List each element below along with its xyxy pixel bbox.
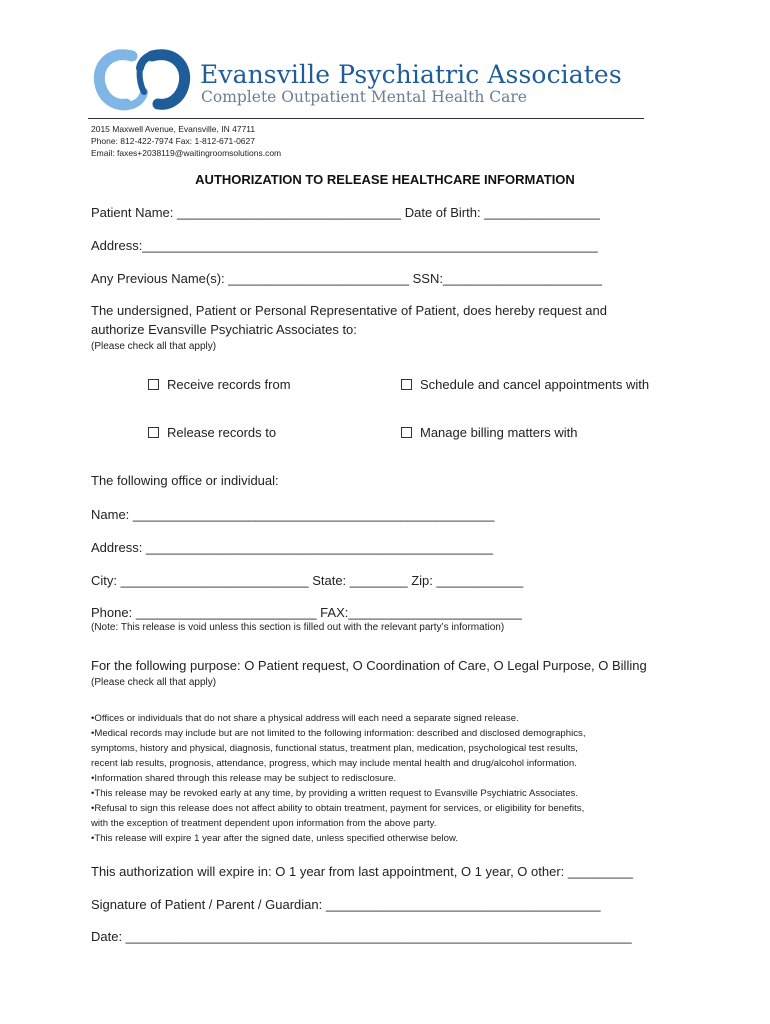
date-field[interactable]: Date: ______________________________________________________________________	[91, 929, 632, 944]
request-note: (Please check all that apply)	[91, 341, 217, 352]
header-email: Email: faxes+2038119@waitingroomsolutions.com	[91, 148, 282, 158]
terms-item: •Information shared through this release may be subject to redisclosure.	[91, 773, 397, 784]
checkbox-icon[interactable]	[148, 427, 159, 438]
option-label: Schedule and cancel appointments with	[420, 377, 650, 392]
header-address: 2015 Maxwell Avenue, Evansville, IN 47711	[91, 124, 256, 134]
signature-field[interactable]: Signature of Patient / Parent / Guardian: ______________________________________	[91, 897, 601, 912]
request-text-line1: The undersigned, Patient or Personal Representative of Patient, does hereby request and	[91, 303, 607, 318]
terms-item: •Refusal to sign this release does not affect ability to obtain treatment, payment for services, or eligibility for benefits,	[91, 803, 585, 814]
recipient-address-field[interactable]: Address: ________________________________________________	[91, 540, 493, 555]
request-text-line2: authorize Evansville Psychiatric Associates to:	[91, 322, 357, 337]
checkbox-icon[interactable]	[401, 379, 412, 390]
terms-item: •This release may be revoked early at any time, by providing a written request to Evansville Psychiatric Associates.	[91, 788, 578, 799]
option-schedule-appointments[interactable]	[401, 377, 649, 392]
option-label: Release records to	[167, 425, 277, 440]
terms-item: with the exception of treatment dependent upon information from the above party.	[91, 818, 437, 829]
option-label: Manage billing matters with	[420, 425, 578, 440]
organization-name: Evansville Psychiatric Associates	[200, 60, 622, 89]
terms-item: recent lab results, prognosis, attendance, progress, which may include mental health and drug/alcohol information.	[91, 758, 577, 769]
patient-name-field[interactable]: Patient Name: _______________________________ Date of Birth: ________________	[91, 205, 600, 220]
recipient-name-field[interactable]: Name: __________________________________________________	[91, 507, 495, 522]
recipient-heading: The following office or individual:	[91, 473, 279, 488]
header-divider	[88, 118, 644, 119]
checkbox-icon[interactable]	[148, 379, 159, 390]
recipient-phone-fax-field[interactable]: Phone: _________________________ FAX:________________________	[91, 605, 522, 620]
recipient-city-state-zip-field[interactable]: City: __________________________ State: ________ Zip: ____________	[91, 573, 524, 588]
recipient-note: (Note: This release is void unless this section is filled out with the relevant party’s information)	[91, 622, 505, 633]
logo-icon	[92, 48, 192, 112]
purpose-note: (Please check all that apply)	[91, 677, 217, 688]
terms-item: •This release will expire 1 year after the signed date, unless specified otherwise below.	[91, 833, 459, 844]
header-phone-fax: Phone: 812-422-7974 Fax: 1-812-671-0627	[91, 136, 255, 146]
previous-names-ssn-field[interactable]: Any Previous Name(s): _________________________ SSN:______________________	[91, 271, 603, 286]
terms-list	[91, 711, 586, 846]
purpose-options[interactable]: For the following purpose: O Patient request, O Coordination of Care, O Legal Purpose, O Billing	[91, 658, 647, 673]
terms-item: •Medical records may include but are not limited to the following information: described and disclosed demographics,	[91, 728, 586, 739]
expiration-options[interactable]: This authorization will expire in: O 1 year from last appointment, O 1 year, O other: _________	[91, 864, 633, 879]
organization-tagline: Complete Outpatient Mental Health Care	[201, 88, 527, 106]
terms-item: •Offices or individuals that do not share a physical address will each need a separate signed release.	[91, 713, 519, 724]
terms-item: symptoms, history and physical, diagnosis, functional status, treatment plan, medication, psychological test results,	[91, 743, 578, 754]
option-label: Receive records from	[167, 377, 291, 392]
checkbox-icon[interactable]	[401, 427, 412, 438]
document-title: AUTHORIZATION TO RELEASE HEALTHCARE INFORMATION	[195, 172, 575, 187]
option-release-records[interactable]	[148, 425, 276, 440]
option-manage-billing[interactable]	[401, 425, 578, 440]
patient-address-field[interactable]: Address:_______________________________________________________________	[91, 238, 598, 253]
option-receive-records[interactable]	[148, 377, 291, 392]
